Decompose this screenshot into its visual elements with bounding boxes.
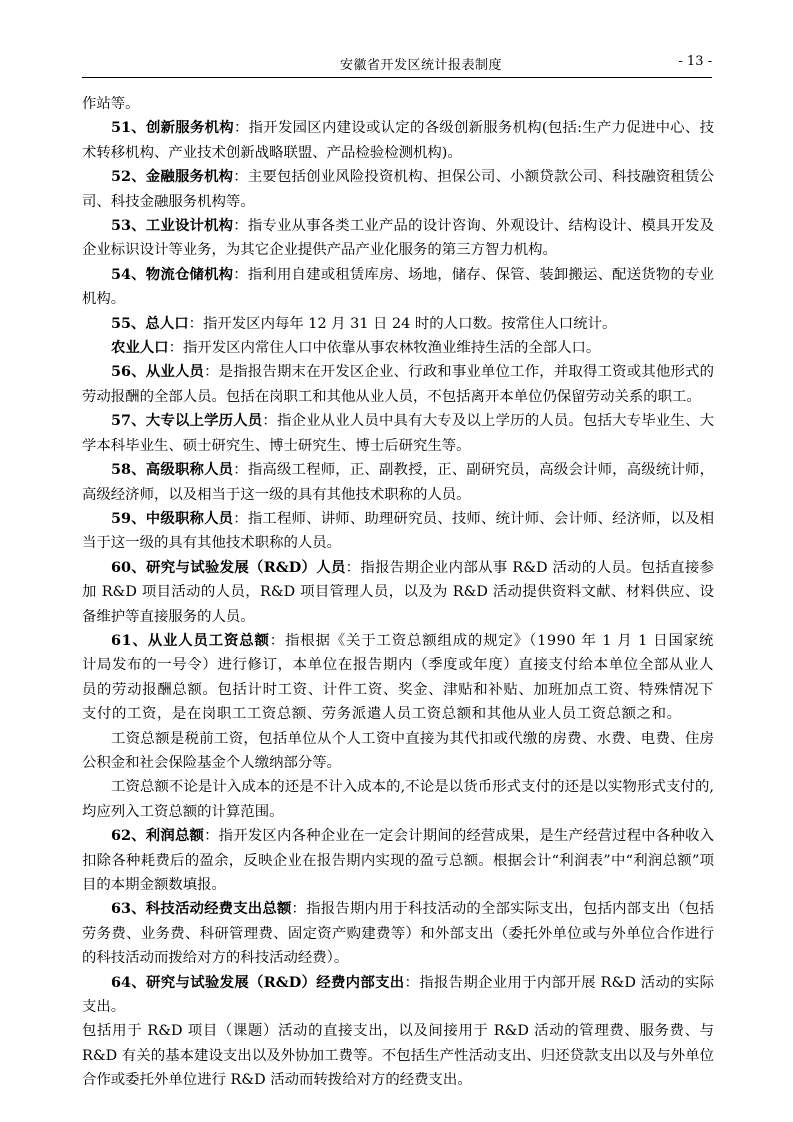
entry-text: 工资总额不论是计入成本的还是不计入成本的,不论是以货币形式支付的还是以实物形式支付的,均应列入工资总额的计算范围。 bbox=[82, 779, 714, 820]
page-number: - 13 - bbox=[678, 54, 712, 69]
entry-64-continuation bbox=[82, 1019, 714, 1092]
page-header bbox=[82, 52, 712, 74]
entry-number: 57、 bbox=[111, 412, 146, 430]
entry-text: ：指专业从事各类工业产品的设计咨询、外观设计、结构设计、模具开发及企业标识设计等业务，为其它企业提供产品产业化服务的第三方智力机构。 bbox=[82, 218, 714, 259]
entry-term: 物流仓储机构 bbox=[145, 265, 234, 283]
header-title: 安徽省开发区统计报表制度 bbox=[340, 58, 503, 73]
entry-text: ：指高级工程师，正、副教授，正、副研究员，高级会计师，高级统计师，高级经济师，以及相当于这一级的具有其他技术职称的人员。 bbox=[82, 462, 714, 503]
entry-term: 工业设计机构 bbox=[145, 217, 234, 235]
entry-53 bbox=[82, 214, 714, 263]
entry-text: ：指开发区内各种企业在一定会计期间的经营成果，是生产经营过程中各种收入扣除各种耗费后的盈余，反映企业在报告期内实现的盈亏总额。根据会计“利润表”中“利润总额”项目的本期金额数填报。 bbox=[82, 828, 714, 893]
entry-number: 55、 bbox=[111, 314, 146, 332]
entry-text: ：指报告期企业内部从事 R&D 活动的人员。包括直接参加 R&D 项目活动的人员，R&D 项目管理人员，以及为 R&D 活动提供资料文献、材料供应、设备维护等直接服务的人员。 bbox=[82, 559, 714, 625]
entry-number: 53、 bbox=[111, 217, 146, 235]
entry-term: 科技活动经费支出总额 bbox=[145, 900, 292, 918]
entry-term: 利润总额 bbox=[145, 827, 205, 845]
entry-term: 金融服务机构 bbox=[145, 168, 234, 186]
entry-text: ：指开发园区内建设或认定的各级创新服务机构(包括:生产力促进中心、技术转移机构、产业技术创新战略联盟、产品检验检测机构)。 bbox=[82, 120, 714, 161]
entry-64 bbox=[82, 971, 714, 1020]
entry-number: 54、 bbox=[111, 265, 146, 283]
entry-59 bbox=[82, 507, 714, 556]
entry-text: ：主要包括创业风险投资机构、担保公司、小额贷款公司、科技融资租赁公司、科技金融服务机构等。 bbox=[82, 169, 714, 210]
entry-number: 51、 bbox=[111, 119, 146, 137]
document-body bbox=[82, 92, 714, 1093]
entry-term: 农业人口 bbox=[111, 339, 169, 357]
entry-text: ：指工程师、讲师、助理研究员、技师、统计师、会计师、经济师，以及相当于这一级的具有其他技术职称的人员。 bbox=[82, 510, 714, 552]
entry-51 bbox=[82, 116, 714, 165]
paragraph-continuation: 作站等。 bbox=[82, 96, 140, 112]
entry-57 bbox=[82, 409, 714, 458]
entry-text: ：是指报告期末在开发区企业、行政和事业单位工作，并取得工资或其他形式的劳动报酬的全部人员。包括在岗职工和其他从业人员，不包括离开本单位仍保留劳动关系的职工。 bbox=[82, 364, 714, 405]
entry-term: 总人口 bbox=[145, 314, 189, 332]
entry-63 bbox=[82, 897, 714, 970]
entry-number: 64、 bbox=[111, 973, 147, 991]
entry-61 bbox=[82, 629, 714, 727]
entry-61-note-2 bbox=[82, 775, 714, 824]
entry-text: ：指开发区内每年 12 月 31 日 24 时的人口数。按常住人口统计。 bbox=[188, 315, 617, 332]
entry-number: 63、 bbox=[111, 900, 146, 918]
entry-60 bbox=[82, 556, 714, 629]
entry-text: ：指企业从业人员中具有大专及以上学历的人员。包括大专毕业生、大学本科毕业生、硕士研究生、博士研究生、博士后研究生等。 bbox=[82, 413, 714, 454]
entry-text: ：指报告期企业用于内部开展 R&D 活动的实际支出。 bbox=[82, 974, 714, 1016]
entry-61-note-1 bbox=[82, 727, 714, 776]
entry-term: 大专以上学历人员 bbox=[145, 412, 263, 430]
entry-number: 52、 bbox=[111, 168, 146, 186]
header-rule bbox=[82, 77, 712, 78]
entry-text: 包括用于 R&D 项目（课题）活动的直接支出，以及间接用于 R&D 活动的管理费、服务费、与 R&D 有关的基本建设支出以及外协加工费等。不包括生产性活动支出、归还贷款支出以及与外单位合作或委托外单位进行 R&D 活动而转拨给对方的经费支出。 bbox=[82, 1023, 714, 1089]
entry-text: ：指根据《关于工资总额组成的规定》（1990 年 1 月 1 日国家统计局发布的一号令）进行修订，本单位在报告期内（季度或年度）直接支付给本单位全部从业人员的劳动报酬总额。包括计时工资、计件工资、奖金、津贴和补贴、加班加点工资、特殊情况下支付的工资，是在岗职工工资总额、劳务派遣人员工资总额和其他从业人员工资总额之和。 bbox=[82, 632, 715, 723]
entry-number: 59、 bbox=[111, 509, 146, 527]
entry-62 bbox=[82, 824, 714, 897]
entry-text: 工资总额是税前工资，包括单位从个人工资中直接为其代扣或代缴的房费、水费、电费、住房公积金和社会保险基金个人缴纳部分等。 bbox=[82, 730, 714, 771]
entry-term: 从业人员工资总额 bbox=[147, 631, 270, 649]
entry-term: 研究与试验发展（R&D）人员 bbox=[146, 558, 346, 576]
entry-term: 创新服务机构 bbox=[145, 119, 234, 137]
entry-agricultural-population bbox=[82, 336, 714, 360]
entry-text: ：指开发区内常住人口中依靠从事农林牧渔业维持生活的全部人口。 bbox=[168, 340, 601, 357]
entry-text: ：指利用自建或租赁库房、场地，储存、保管、装卸搬运、配送货物的专业机构。 bbox=[82, 266, 714, 308]
entry-number: 56、 bbox=[111, 363, 146, 381]
entry-text: ：指报告期内用于科技活动的全部实际支出，包括内部支出（包括劳务费、业务费、科研管理费、固定资产购建费等）和外部支出（委托外单位或与外单位合作进行的科技活动而拨给对方的科技活动经费）。 bbox=[82, 901, 714, 967]
entry-number: 60、 bbox=[111, 558, 147, 576]
entry-term: 从业人员 bbox=[145, 363, 205, 381]
entry-56 bbox=[82, 360, 714, 409]
entry-number: 58、 bbox=[111, 461, 146, 479]
entry-58 bbox=[82, 458, 714, 507]
entry-54 bbox=[82, 263, 714, 312]
entry-term: 高级职称人员 bbox=[145, 461, 234, 479]
entry-number: 62、 bbox=[111, 827, 146, 845]
entry-term: 中级职称人员 bbox=[145, 509, 234, 527]
entry-55 bbox=[82, 312, 714, 336]
entry-52 bbox=[82, 165, 714, 214]
entry-term: 研究与试验发展（R&D）经费内部支出 bbox=[146, 973, 405, 991]
entry-number: 61、 bbox=[111, 631, 148, 649]
